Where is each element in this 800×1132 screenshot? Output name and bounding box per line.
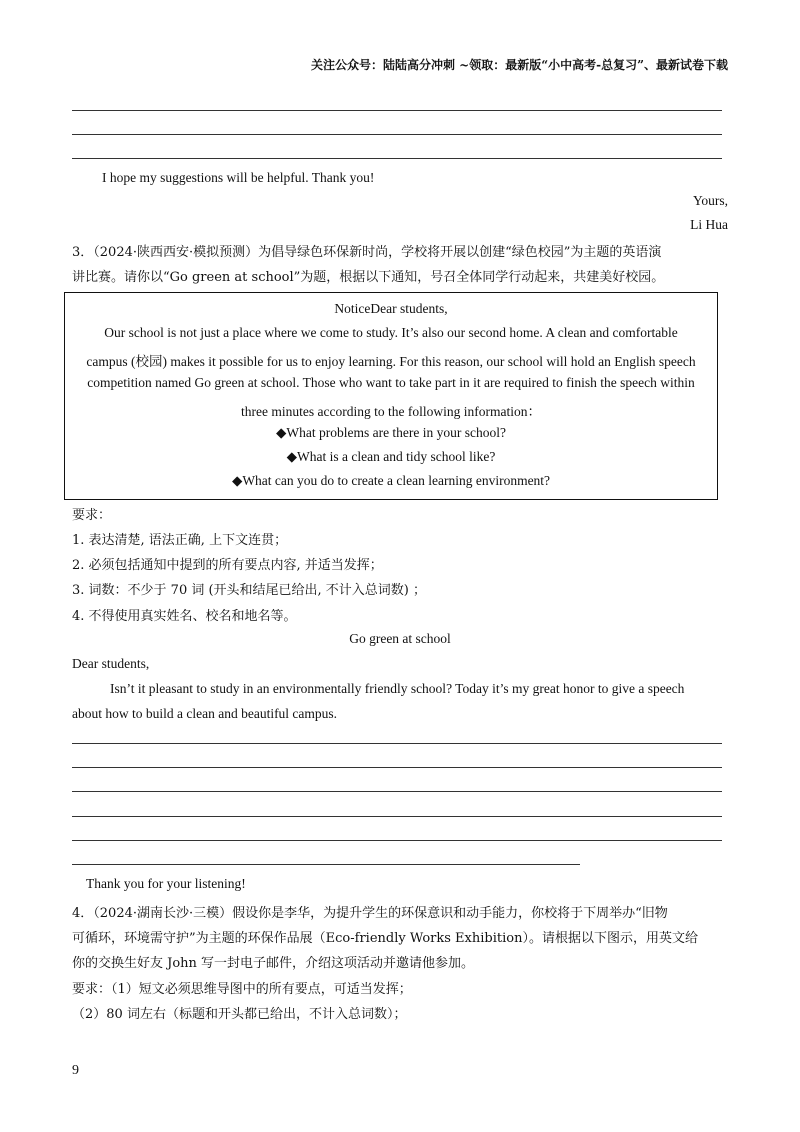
writing-line — [72, 134, 722, 135]
writing-line — [72, 816, 722, 817]
essay-ending: Thank you for your listening! — [86, 876, 246, 891]
writing-line — [72, 743, 722, 744]
letter-yours: Yours, — [692, 193, 728, 208]
essay-opening-line1: Isn’t it pleasant to study in an environmentally friendly school? Today it’s my great honor to give a speech — [110, 681, 685, 696]
writing-line — [72, 767, 722, 768]
notice-bullet: ◆What is a clean and tidy school like? — [286, 449, 496, 464]
notice-bullet: ◆What problems are there in your school? — [275, 425, 507, 440]
page-number: 9 — [72, 1063, 79, 1078]
question-4-requirement: 要求：（1）短文必须思维导图中的所有要点，可适当发挥； — [72, 982, 412, 997]
letter-closing: I hope my suggestions will be helpful. Thank you! — [102, 170, 375, 185]
requirement-item: 1. 表达清楚, 语法正确, 上下文连贯； — [72, 533, 288, 548]
notice-body-line: three minutes according to the following information： — [241, 404, 541, 419]
essay-title: Go green at school — [349, 631, 451, 646]
writing-line — [72, 791, 722, 792]
question-4-requirement: （2）80 词左右（标题和开头都已给出，不计入总词数）； — [72, 1007, 407, 1022]
letter-signature: Li Hua — [690, 217, 728, 232]
notice-body-line: campus (校园) makes it possible for us to enjoy learning. For this reason, our school will hold an English speech — [86, 354, 696, 369]
notice-body-line: Our school is not just a place where we come to study. It’s also our second home. A clean and comfortable — [104, 325, 678, 340]
essay-salutation: Dear students, — [72, 656, 150, 671]
page-header: 关注公众号：陆陆高分冲刺 ~领取：最新版“小中高考-总复习”、最新试卷下载 — [310, 58, 728, 72]
question-4-line: 可循环，环境需守护”为主题的环保作品展（Eco-friendly Works Exhibition）。请根据以下图示，用英文给 — [72, 931, 698, 946]
writing-line — [72, 864, 580, 865]
requirement-item: 2. 必须包括通知中提到的所有要点内容, 并适当发挥； — [72, 558, 383, 573]
writing-line — [72, 158, 722, 159]
requirements-title: 要求： — [72, 508, 112, 523]
question-3-intro-line1: 3．（2024·陕西西安·模拟预测）为倡导绿色环保新时尚，学校将开展以创建“绿色校园”为主题的英语演 — [72, 245, 662, 260]
question-3-intro-line2: 讲比赛。请你以“Go green at school”为题，根据以下通知，号召全体同学行动起来，共建美好校园。 — [72, 270, 665, 285]
notice-body-line: competition named Go green at school. Those who want to take part in it are required to finish the speech within — [87, 375, 695, 390]
notice-title: NoticeDear students, — [334, 301, 448, 316]
essay-opening-line2: about how to build a clean and beautiful campus. — [72, 706, 338, 721]
question-4-line: 你的交换生好友 John 写一封电子邮件，介绍这项活动并邀请他参加。 — [72, 956, 475, 971]
notice-bullet: ◆What can you do to create a clean learning environment? — [231, 473, 551, 488]
requirement-item: 3. 词数：不少于 70 词 (开头和结尾已给出, 不计入总词数) ； — [72, 583, 427, 598]
question-4-line: 4．（2024·湖南长沙·三模）假设你是李华，为提升学生的环保意识和动手能力，你校将于下周举办“旧物 — [72, 906, 668, 921]
writing-line — [72, 110, 722, 111]
notice-box — [64, 292, 718, 500]
requirement-item: 4. 不得使用真实姓名、校名和地名等。 — [72, 609, 297, 624]
writing-line — [72, 840, 722, 841]
